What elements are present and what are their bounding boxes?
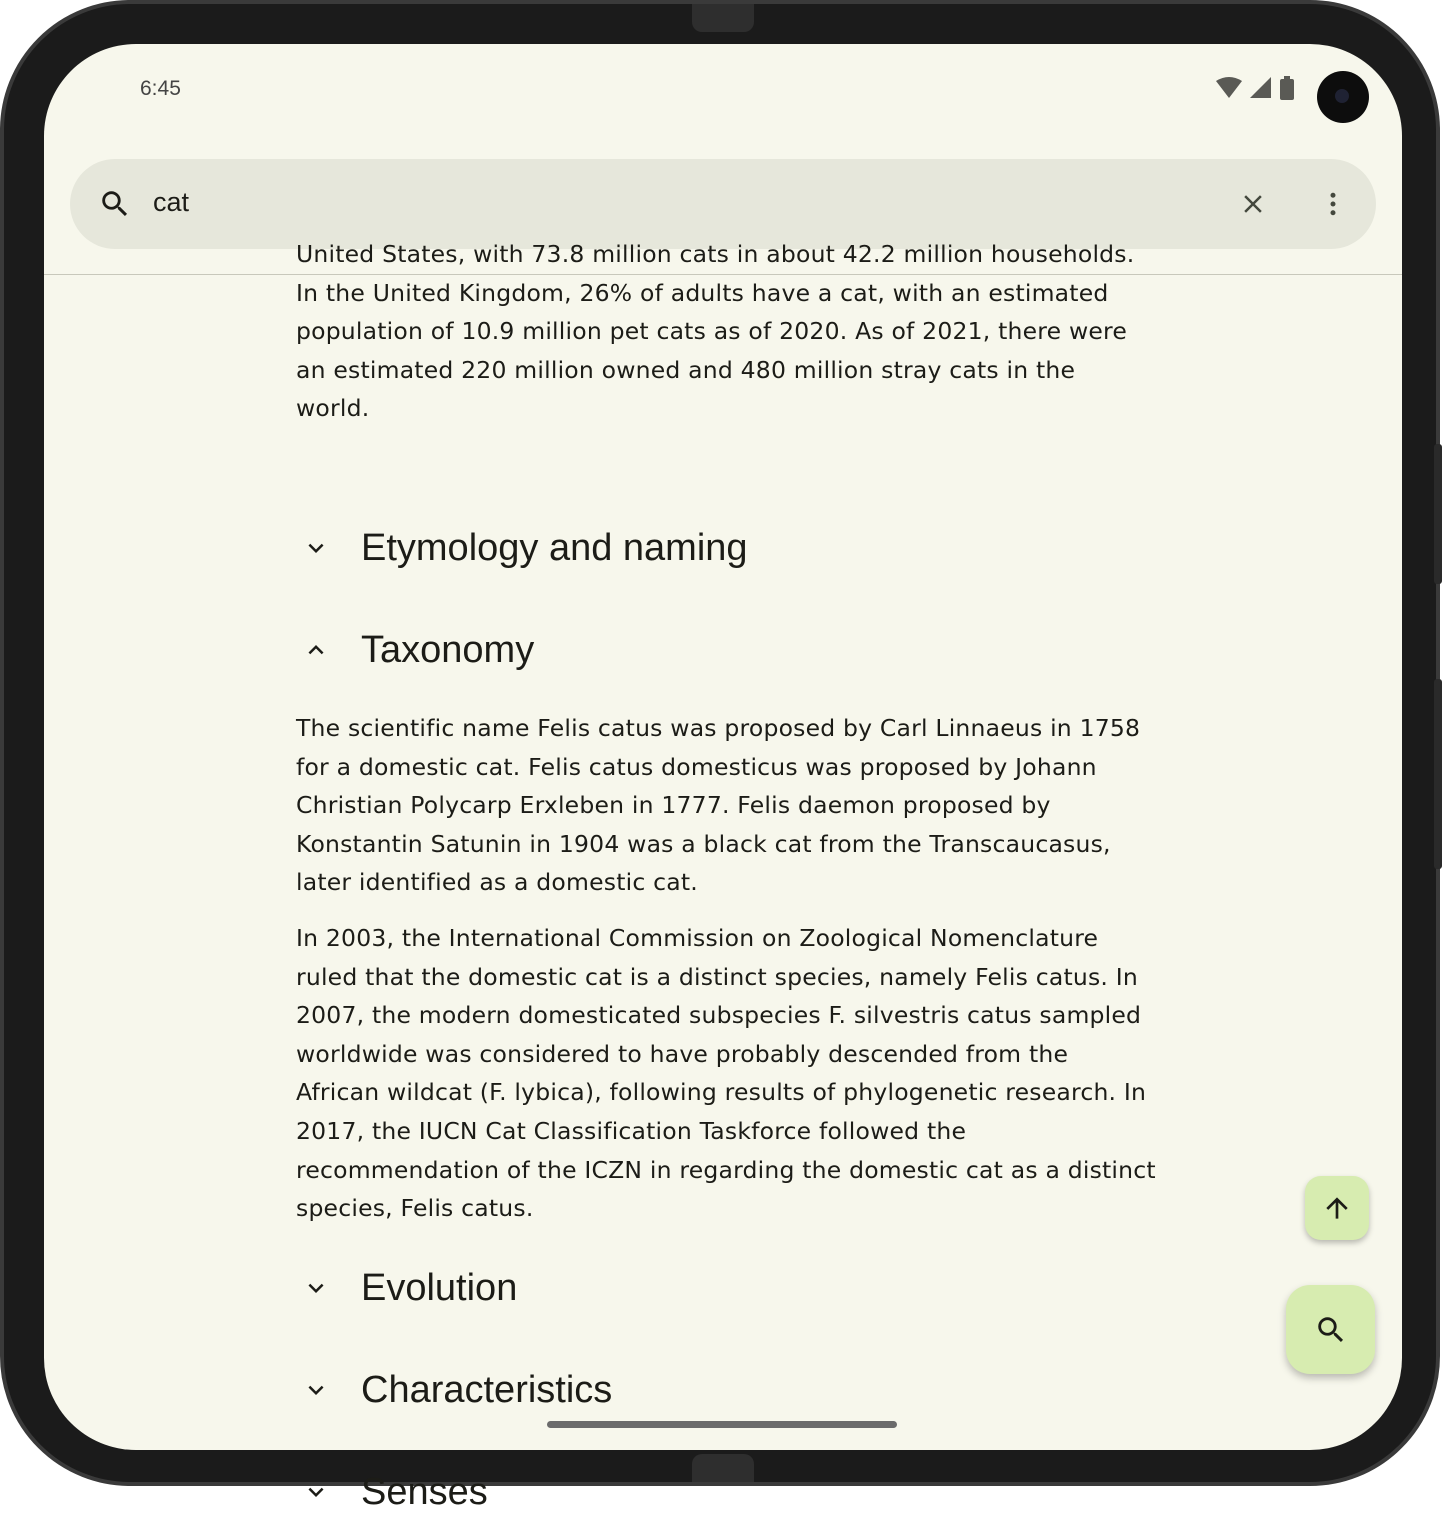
hinge-top (692, 4, 754, 32)
gesture-nav-handle[interactable] (547, 1421, 897, 1428)
signal-icon (1250, 77, 1272, 99)
section-title: Characteristics (361, 1368, 613, 1411)
front-camera (1317, 71, 1369, 123)
search-input[interactable]: cat (153, 187, 190, 217)
chevron-down-icon (296, 1268, 336, 1308)
taxonomy-paragraph-2: In 2003, the International Commission on Zoological Nomenclature ruled that the domestic cat is a distinct species, namely Felis catus. In 2007, the modern domesticated subspecies F. silvestris catus sampled worldwide was considered to have probably descended from the African wildcat (F. lybica), following results of phylogenetic research. In 2017, the IUCN Cat Classification Taskforce followed the recommendation of the ICZN in regarding the domestic cat as a distinct species, Felis catus. (296, 924, 1156, 1223)
section-title: Evolution (361, 1266, 518, 1309)
section-header-characteristics[interactable] (296, 1360, 612, 1420)
status-icons (1216, 76, 1294, 100)
search-icon (1314, 1313, 1348, 1347)
more-vert-icon[interactable] (1318, 189, 1348, 224)
section-title: Senses (361, 1470, 488, 1513)
power-button (1434, 679, 1442, 869)
screen (44, 44, 1402, 1513)
chevron-down-icon (296, 528, 336, 568)
wifi-icon (1216, 77, 1242, 99)
arrow-up-icon (1321, 1192, 1353, 1224)
section-title: Etymology and naming (361, 526, 748, 569)
section-header-taxonomy[interactable] (296, 620, 534, 680)
section-header-senses[interactable] (296, 1462, 488, 1522)
article-content[interactable] (44, 240, 1402, 1513)
chevron-down-icon (296, 1370, 336, 1410)
section-header-etymology[interactable] (296, 518, 748, 578)
chevron-up-icon (296, 630, 336, 670)
section-header-evolution[interactable] (296, 1258, 517, 1318)
section-title: Taxonomy (361, 628, 535, 671)
find-in-page-button[interactable] (1286, 1285, 1375, 1374)
battery-icon (1280, 76, 1294, 100)
volume-button (1434, 444, 1442, 584)
search-icon (98, 187, 132, 226)
intro-paragraph: United States, with 73.8 million cats in about 42.2 million households. In the United Kingdom, 26% of adults have a cat, with an estimated population of 10.9 million pet cats as of 2020. As of 2021, there were an estimated 220 million owned and 480 million stray cats in the world. (296, 240, 1135, 423)
close-icon[interactable] (1238, 189, 1268, 224)
chevron-down-icon (296, 1472, 336, 1512)
status-time: 6:45 (140, 77, 181, 100)
taxonomy-paragraph-1: The scientific name Felis catus was proposed by Carl Linnaeus in 1758 for a domestic cat. Felis catus domesticus was proposed by Johann Christian Polycarp Erxleben in 1777. Felis daemon proposed by Konstantin Satunin in 1904 was a black cat from the Transcaucasus, later identified as a domestic cat. (296, 714, 1141, 897)
scroll-to-top-button[interactable] (1305, 1176, 1369, 1240)
hinge-bottom (692, 1454, 754, 1482)
